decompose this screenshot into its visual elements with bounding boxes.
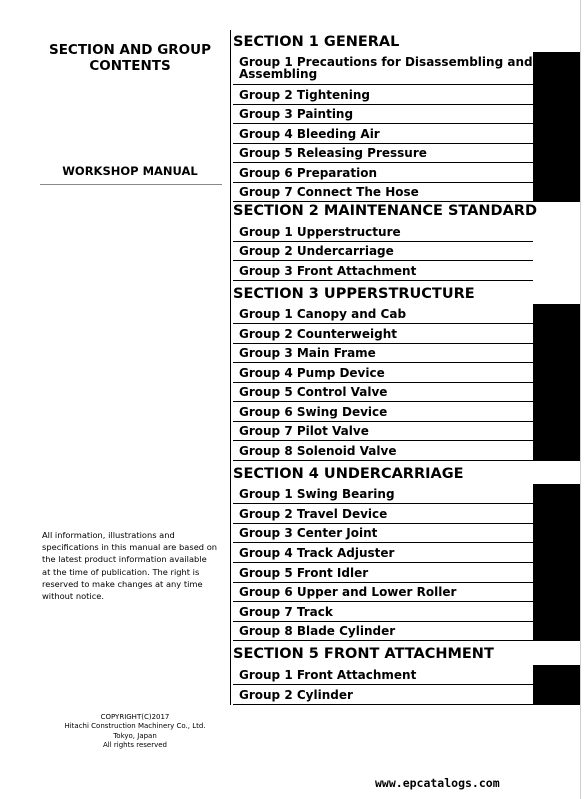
group-label: Group 7 Connect The Hose [239, 184, 419, 199]
group-label: Group 6 Upper and Lower Roller [239, 584, 457, 599]
section-tab-marker [533, 484, 580, 641]
workshop-manual-label: WORKSHOP MANUAL [62, 164, 198, 178]
group-item[interactable] [233, 261, 533, 281]
group-label: Group 3 Front Attachment [239, 263, 417, 278]
section-title[interactable]: SECTION 3 UPPERSTRUCTURE [233, 286, 475, 302]
group-label: Group 6 Preparation [239, 165, 378, 180]
group-label: Group 7 Pilot Valve [239, 423, 369, 438]
copyright-block [40, 713, 230, 751]
page-edge-line [580, 0, 581, 799]
section-title[interactable]: SECTION 5 FRONT ATTACHMENT [233, 646, 494, 662]
group-label: Group 1 Swing Bearing [239, 486, 395, 501]
section-tab-marker [533, 304, 580, 461]
group-item[interactable] [233, 441, 533, 461]
page-title [40, 42, 220, 74]
notice-line: without notice. [42, 591, 105, 602]
group-label: Group 3 Painting [239, 106, 354, 121]
group-label: Group 4 Pump Device [239, 365, 385, 380]
copyright-line: Hitachi Construction Machinery Co., Ltd. [64, 722, 206, 731]
section-title[interactable]: SECTION 4 UNDERCARRIAGE [233, 466, 464, 482]
divider [40, 184, 222, 185]
section-title[interactable]: SECTION 1 GENERAL [233, 34, 400, 50]
group-label: Group 6 Swing Device [239, 404, 388, 419]
notice-line: reserved to make changes at any time [42, 578, 203, 589]
group-label: Group 1 Front Attachment [239, 667, 417, 682]
notice-line: All information, illustrations and [42, 530, 175, 540]
group-item[interactable] [233, 343, 533, 363]
section-tab-marker [533, 665, 580, 705]
group-item[interactable] [233, 163, 533, 183]
title-line-2: CONTENTS [89, 58, 171, 74]
notice-line: at the time of publication. The right is [42, 566, 200, 577]
group-item[interactable] [233, 182, 533, 202]
group-label: Group 2 Cylinder [239, 687, 353, 702]
group-label: Group 5 Releasing Pressure [239, 145, 427, 160]
group-item[interactable] [233, 665, 533, 685]
section-title[interactable]: SECTION 2 MAINTENANCE STANDARD [233, 203, 538, 219]
group-item[interactable] [233, 602, 533, 622]
column-divider [230, 30, 231, 705]
section-tab-marker [533, 52, 580, 202]
copyright-line: All rights reserved [103, 741, 167, 750]
notice-line: specifications in this manual are based on [42, 542, 218, 553]
group-label: Group 3 Center Joint [239, 525, 378, 540]
group-item[interactable] [233, 104, 533, 124]
group-label: Group 1 Canopy and Cab [239, 306, 407, 321]
group-label: Group 8 Blade Cylinder [239, 623, 396, 638]
notice-line: the latest product information available [42, 554, 207, 565]
group-item[interactable] [233, 685, 533, 705]
group-item[interactable] [233, 402, 533, 422]
group-label: Group 2 Counterweight [239, 326, 397, 341]
group-label: Group 1 Upperstructure [239, 224, 401, 239]
group-item[interactable] [233, 52, 533, 85]
group-item[interactable] [233, 543, 533, 563]
title-line-1: SECTION AND GROUP [48, 42, 212, 58]
group-label: Group 4 Track Adjuster [239, 545, 395, 560]
group-item[interactable] [233, 523, 533, 543]
group-item[interactable] [233, 85, 533, 105]
group-item[interactable] [233, 304, 533, 324]
copyright-line: Tokyo, Japan [113, 731, 157, 740]
group-label: Group 8 Solenoid Valve [239, 443, 397, 458]
group-item[interactable] [233, 563, 533, 583]
group-item[interactable] [233, 582, 533, 602]
group-label: Group 4 Bleeding Air [239, 126, 380, 141]
group-label: Group 1 Precautions for Disassembling and Assembling [239, 55, 533, 81]
group-item[interactable] [233, 324, 533, 344]
group-item[interactable] [233, 382, 533, 402]
group-item[interactable] [233, 621, 533, 641]
group-item[interactable] [233, 421, 533, 441]
group-item[interactable] [233, 222, 533, 242]
group-label: Group 7 Track [239, 604, 333, 619]
group-label: Group 2 Travel Device [239, 506, 388, 521]
group-label: Group 5 Front Idler [239, 565, 369, 580]
copyright-line: COPYRIGHT(C)2017 [100, 713, 170, 721]
group-label: Group 2 Tightening [239, 87, 370, 102]
group-item[interactable] [233, 504, 533, 524]
group-item[interactable] [233, 363, 533, 383]
group-item[interactable] [233, 484, 533, 504]
group-item[interactable] [233, 124, 533, 144]
group-label: Group 3 Main Frame [239, 345, 376, 360]
group-item[interactable] [233, 241, 533, 261]
watermark: www.epcatalogs.com [375, 776, 500, 790]
group-label: Group 5 Control Valve [239, 384, 388, 399]
notice-text [42, 529, 227, 602]
group-item[interactable] [233, 143, 533, 163]
group-label: Group 2 Undercarriage [239, 243, 394, 258]
